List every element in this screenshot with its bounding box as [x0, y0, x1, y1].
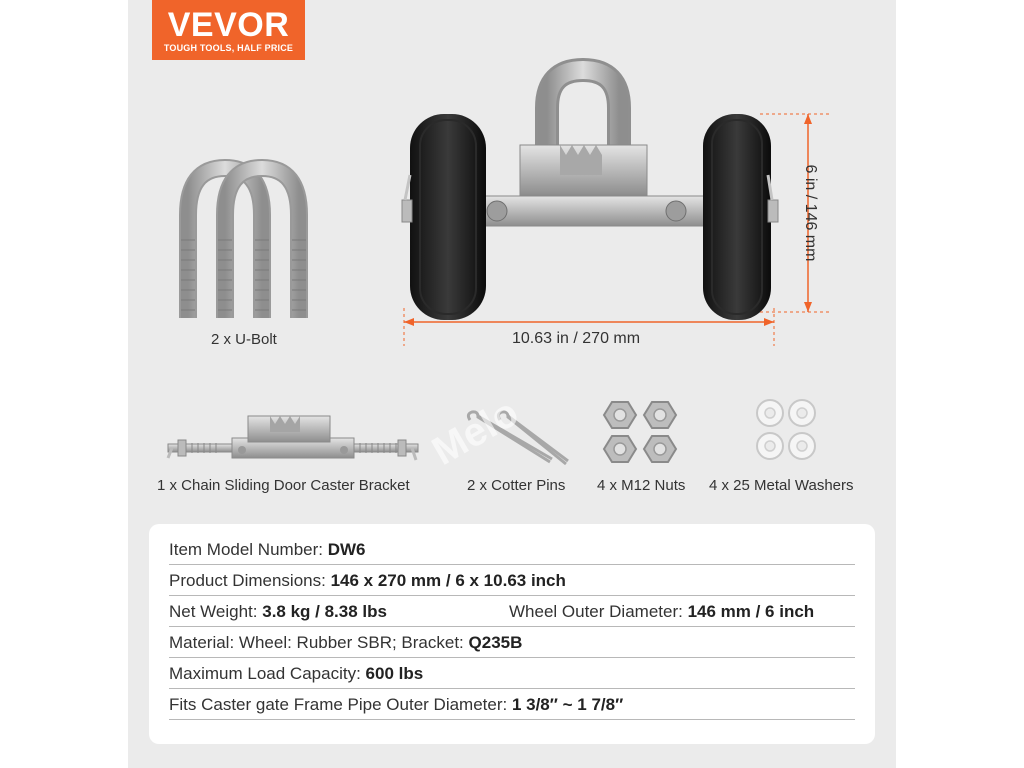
wheel-diameter-value: 146 mm / 6 inch [687, 602, 815, 621]
wheel-diameter-label: Wheel Outer Diameter: [509, 602, 688, 621]
brand-name: VEVOR [167, 6, 290, 44]
spec-row-load [169, 658, 855, 689]
material-value: Q235B [468, 633, 523, 652]
spec-row-dimensions [169, 565, 855, 596]
spec-table [149, 524, 875, 744]
spec-row-weight [169, 596, 855, 627]
wheel-diameter-cell [509, 596, 814, 627]
weight-value: 3.8 kg / 8.38 lbs [262, 602, 387, 621]
bracket-image [168, 416, 418, 460]
washers-image [757, 400, 815, 459]
spec-row-model [169, 534, 855, 565]
load-value: 600 lbs [365, 664, 424, 683]
fits-label: Fits Caster gate Frame Pipe Outer Diameter: [169, 695, 512, 714]
width-dimension-label: 10.63 in / 270 mm [512, 330, 641, 347]
dimensions-label: Product Dimensions: [169, 571, 331, 590]
spec-row-fits [169, 689, 855, 720]
nuts-caption: 4 x M12 Nuts [597, 477, 686, 494]
spec-row-material [169, 627, 855, 658]
brand-tagline: TOUGH TOOLS, HALF PRICE [163, 43, 294, 53]
watermark-text: Melo [424, 390, 526, 474]
bracket-caption: 1 x Chain Sliding Door Caster Bracket [157, 477, 410, 494]
nuts-image [604, 402, 676, 462]
weight-label: Net Weight: [169, 602, 263, 621]
model-label: Item Model Number: [169, 540, 328, 559]
height-dimension-label: 6 in / 146 mm [802, 164, 819, 262]
u-bolt-image [181, 168, 306, 318]
dimensions-value: 146 x 270 mm / 6 x 10.63 inch [330, 571, 566, 590]
model-value: DW6 [327, 540, 366, 559]
fits-value: 1 3/8″ ~ 1 7/8″ [511, 695, 624, 714]
cotter-pins-caption: 2 x Cotter Pins [467, 477, 566, 494]
caster-assembly-image [402, 70, 778, 320]
washers-caption: 4 x 25 Metal Washers [709, 477, 854, 494]
load-label: Maximum Load Capacity: [169, 664, 366, 683]
ubolt-caption: 2 x U-Bolt [211, 331, 277, 348]
material-label: Material: Wheel: Rubber SBR; Bracket: [169, 633, 469, 652]
